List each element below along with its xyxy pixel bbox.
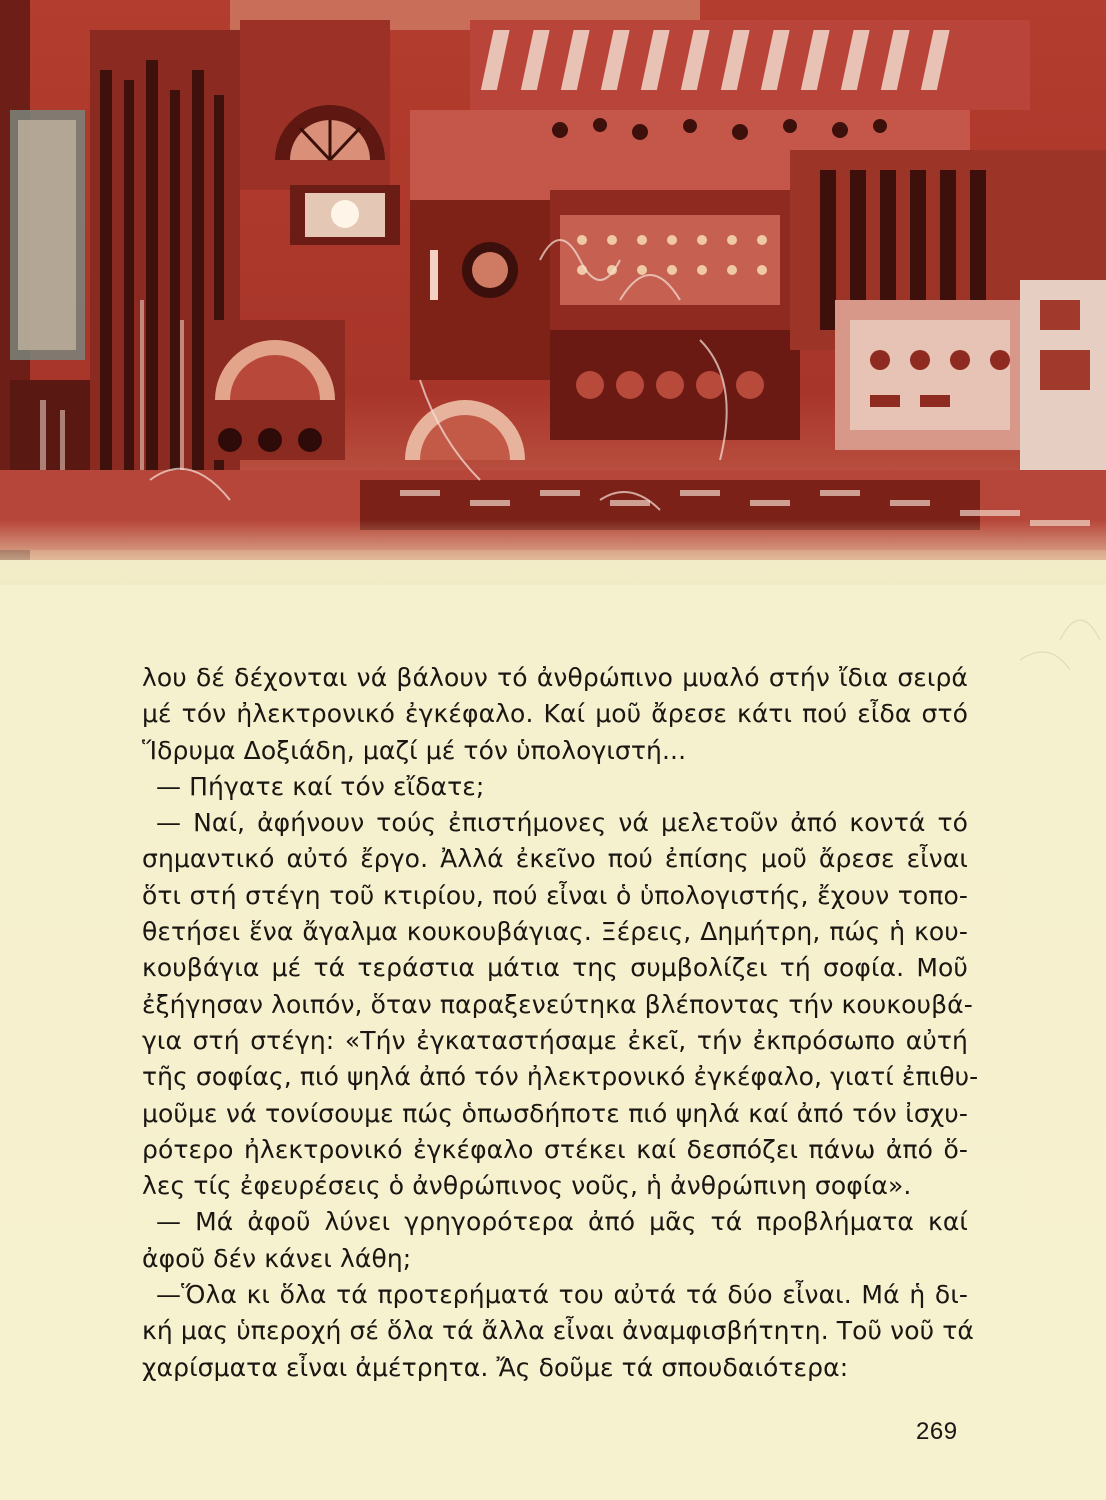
text-line: ρότερο ἠλεκτρονικό ἐγκέφαλο στέκει καί δεσπόζει πάνω ἀπό ὅ- [142,1134,968,1164]
text-line: ἀφοῦ δέν κάνει λάθη; [142,1243,412,1273]
text-line: — Ναί, ἀφήνουν τούς ἐπιστήμονες νά μελετοῦν ἀπό κοντά τό [156,808,968,838]
body-text [142,660,979,1386]
text-line: μοῦμε νά τονίσουμε πώς ὁπωσδήποτε πιό ψηλά καί ἀπό τόν ἰσχυ- [142,1098,968,1128]
text-line: — Μά ἀφοῦ λύνει γρηγορότερα ἀπό μᾶς τά προβλήματα καί [156,1207,968,1237]
text-line: λου δέ δέχονται νά βάλουν τό ἀνθρώπινο μυαλό στήν ἴδια σειρά [142,663,968,692]
text-line: —Ὅλα κι ὅλα τά προτερήματά του αὐτά τά δύο εἶναι. Μά ἡ δι- [156,1280,968,1310]
text-line: τῆς σοφίας, πιό ψηλά ἀπό τόν ἠλεκτρονικό ἐγκέφαλο, γιατί ἐπιθυ- [142,1062,979,1092]
text-line: σημαντικό αὐτό ἔργο. Ἀλλά ἐκεῖνο πού ἐπίσης μοῦ ἄρεσε εἶναι [142,844,968,874]
text-line: — Πήγατε καί τόν εἴδατε; [156,771,485,801]
text-line: θετήσει ἕνα ἄγαλμα κουκουβάγιας. Ξέρεις, Δημήτρη, πώς ἡ κου- [142,917,968,947]
computer-machinery-illustration [0,0,1106,585]
text-line: κή μας ὑπεροχή σέ ὅλα τά ἄλλα εἶναι ἀναμφισβήτητη. Τοῦ νοῦ τά [142,1316,974,1346]
text-line: ἐξήγησαν λοιπόν, ὅταν παραξενεύτηκα βλέποντας τήν κουκουβά- [142,989,973,1019]
text-line: λες τίς ἐφευρέσεις ὁ ἀνθρώπινος νοῦς, ἡ ἀνθρώπινη σοφία». [142,1171,912,1201]
text-line: για στή στέγη: «Τήν ἐγκαταστήσαμε ἐκεῖ, τήν ἐκπρόσωπο αὐτή [142,1025,968,1055]
text-line: Ἵδρυμα Δοξιάδη, μαζί μέ τόν ὑπολογιστή... [142,735,687,765]
text-line: μέ τόν ἠλεκτρονικό ἐγκέφαλο. Καί μοῦ ἄρεσε κάτι πού εἶδα στό [142,699,968,729]
text-line: ὅτι στή στέγη τοῦ κτιρίου, πού εἶναι ὁ ὑπολογιστής, ἔχουν τοπο- [142,880,968,910]
text-line: χαρίσματα εἶναι ἀμέτρητα. Ἄς δοῦμε τά σπουδαιότερα: [142,1352,849,1382]
text-line: κουβάγια μέ τά τεράστια μάτια της συμβολίζει τή σοφία. Μοῦ [142,953,968,983]
page-number: 269 [916,1418,958,1445]
